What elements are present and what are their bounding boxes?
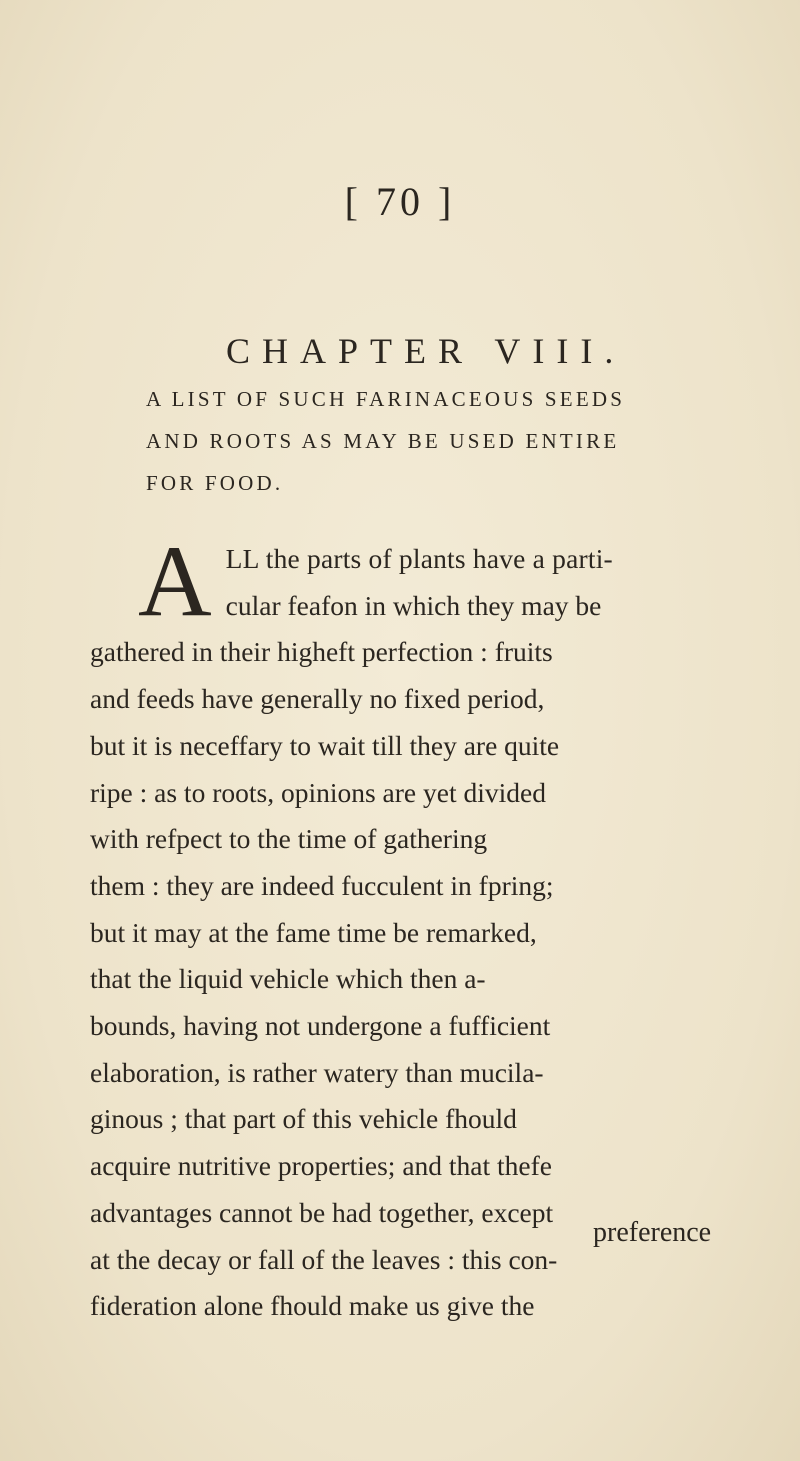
text-line: cular feafon in which they may be (225, 589, 602, 621)
catchword: preference (593, 1217, 712, 1248)
chapter-subtitle (138, 378, 778, 504)
text-line: fideration alone fhould make us give the (90, 1290, 535, 1322)
text-line: bounds, having not undergone a fufficient (90, 1010, 551, 1042)
subtitle-line: AND ROOTS AS MAY BE USED ENTIRE (146, 429, 620, 453)
text-line: ginous ; that part of this vehicle fhould (90, 1103, 517, 1135)
text-line: and feeds have generally no fixed period, (90, 683, 545, 715)
text-line: advantages cannot be had together, except (90, 1196, 554, 1228)
subtitle-line: FOR FOOD. (146, 471, 284, 495)
text-line: that the liquid vehicle which then a- (90, 963, 486, 995)
body-text (90, 525, 747, 1330)
text-line: elaboration, is rather watery than mucila- (90, 1056, 544, 1088)
drop-cap: A (138, 525, 212, 638)
chapter-title: CHAPTER VIII. (226, 331, 626, 371)
text-line: at the decay or fall of the leaves : this con- (90, 1243, 558, 1275)
text-line: acquire nutritive properties; and that thefe (90, 1150, 552, 1182)
text-line: with refpect to the time of gathering (90, 823, 488, 855)
text-line: but it is neceffary to wait till they are quite (90, 729, 560, 761)
text-line: but it may at the fame time be remarked, (90, 916, 537, 948)
text-line: them : they are indeed fucculent in fpring; (90, 869, 554, 901)
subtitle-line: A LIST OF SUCH FARINACEOUS SEEDS (146, 387, 626, 411)
text-line: gathered in their higheft perfection : fruits (90, 636, 553, 668)
page-number: [ 70 ] (344, 179, 456, 224)
text-line: ripe : as to roots, opinions are yet divided (90, 776, 546, 808)
text-line: LL the parts of plants have a parti- (225, 543, 613, 574)
